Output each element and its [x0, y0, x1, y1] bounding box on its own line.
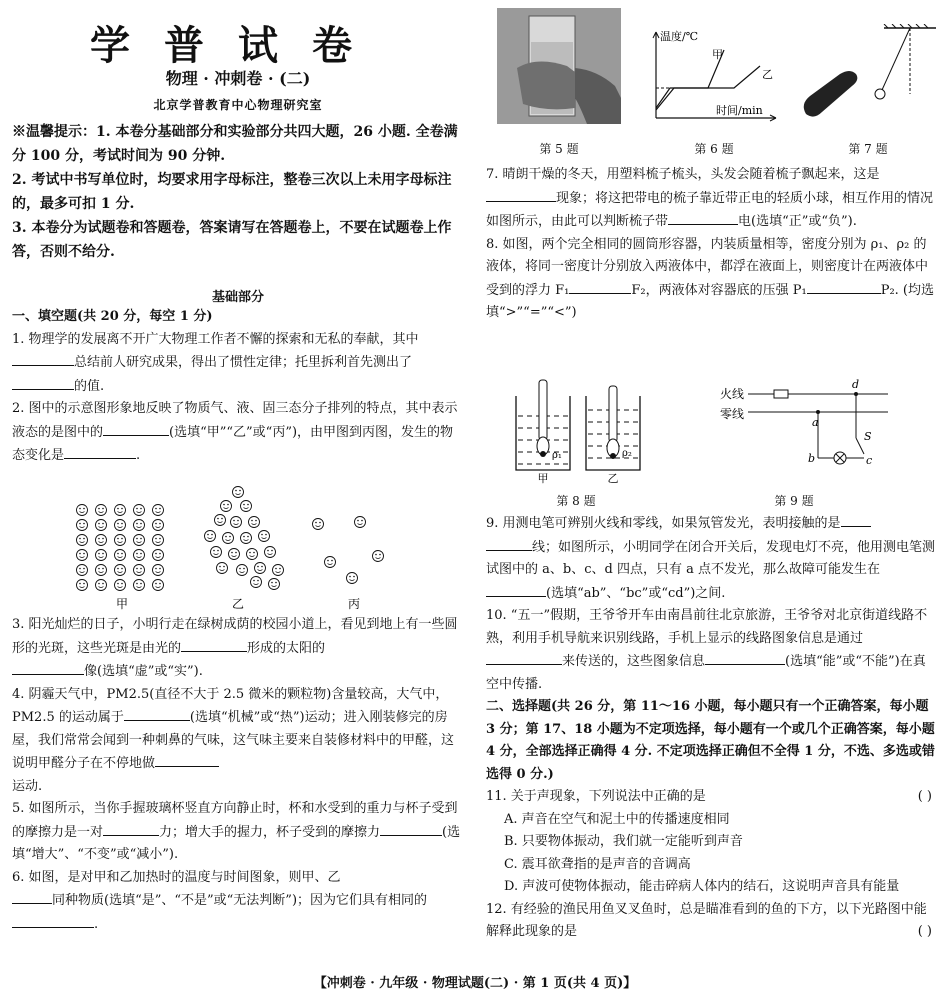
molecule-icon	[325, 557, 336, 568]
q11-option-a: A. 声音在空气和泥土中的传播速度相同	[504, 811, 730, 827]
molecule-label-jia: 甲	[115, 597, 129, 611]
molecule-icon	[96, 520, 107, 531]
molecule-icon	[115, 550, 126, 561]
part1-title: 一、填空题(共 20 分，每空 1 分)	[12, 309, 213, 324]
molecule-icon	[153, 565, 164, 576]
molecule-icon	[115, 505, 126, 516]
molecule-icon	[77, 565, 88, 576]
molecule-icon	[217, 563, 228, 574]
molecule-icon	[134, 535, 145, 546]
q6-text-a: 6. 如图，是对甲和乙加热时的温度与时间图象，则甲、乙	[12, 869, 341, 885]
q4-text-a: 4. 阴霾天气中，PM2.5(直径不大于 2.5 微米的颗粒物)含量较高，大气中，PM2.5 的运动属于	[12, 686, 449, 725]
molecule-icon	[96, 505, 107, 516]
q2-text-a: 2. 图中的示意图形象地反映了物质气、液、固三态分子排列的特点，其中表示液态的是图中的	[12, 401, 458, 440]
question-7	[486, 164, 938, 234]
molecule-scatter-bing	[313, 517, 384, 584]
molecule-icon	[153, 520, 164, 531]
q5-blank-1[interactable]	[103, 821, 159, 836]
molecule-icon	[134, 505, 145, 516]
question-5	[12, 798, 464, 867]
molecule-icon	[153, 535, 164, 546]
molecule-icon	[205, 531, 216, 542]
fig9-point-a: a	[812, 416, 819, 429]
fig8-label-yi: 乙	[607, 472, 619, 484]
molecule-icon	[241, 501, 252, 512]
molecule-icon	[231, 517, 242, 528]
molecule-icon	[347, 573, 358, 584]
q6-blank-2[interactable]	[12, 913, 94, 928]
molecule-icon	[273, 565, 284, 576]
tip-1: ※温馨提示：1. 本卷分基础部分和实验部分共四大题，26 小题. 全卷满分 100 分，考试时间为 90 分钟.	[12, 124, 458, 164]
molecule-icon	[96, 550, 107, 561]
q9-text-b: 线；如图所示，小明同学在闭合开关后，发现电灯不亮，他用测电笔测试图中的 a、b、c、d 四点，只有 a 点不发光，那么故障可能发生在	[486, 539, 936, 577]
q6-text-b: 同种物质(选填“是”、“不是”或“无法判断”)；因为它们具有相同的	[52, 893, 428, 908]
molecule-states-figure	[60, 484, 390, 612]
question-3	[12, 614, 464, 684]
q6-text-c: .	[94, 916, 99, 932]
fig8-label-jia: 甲	[537, 472, 549, 484]
molecule-icon	[247, 549, 258, 560]
q2-text-b: (选填“甲”“乙”或“丙”)，由甲图到丙图，发生的物态变化是	[12, 424, 454, 463]
q7-text-b: 现象；将这把带电的梳子靠近带正电的轻质小球，相互作用的情况如图所示，由此可以判断梳子带	[486, 190, 934, 229]
q10-blank-2[interactable]	[705, 650, 785, 665]
fig6-series-jia: 甲	[712, 48, 723, 61]
q7-text-c: 电(选填“正”或“负”).	[738, 214, 857, 229]
fig9-fire-wire: 火线	[720, 387, 745, 401]
container-yi	[586, 386, 640, 470]
tip-3: 3. 本卷分为试题卷和答题卷，答案请写在答题卷上，不要在试题卷上作答，否则不给分.	[12, 220, 452, 260]
q1-blank-1[interactable]	[12, 351, 74, 366]
molecule-icon	[96, 535, 107, 546]
q3-blank-2[interactable]	[12, 660, 84, 675]
molecule-icon	[241, 533, 252, 544]
q11-option-d: D. 声波可使物体振动，能击碎病人体内的结石，这说明声音具有能量	[504, 879, 900, 894]
question-11-stem	[486, 786, 938, 809]
caption-fig8: 第 8 题	[556, 494, 596, 508]
part2-title: 二、选择题(共 26 分，第 11～16 小题，每小题只有一个正确答案，每小题 3 分；第 17、18 小题为不定项选择，每小题有一个或几个正确答案，每小题 4 分，全部选择正确得 4 分. 不定项选择正确但不全得 1 分，不选、多选或错选得 0 分.)	[486, 699, 935, 782]
q5-text-c: (选填“增大”、“不变”或“减小”).	[12, 824, 461, 862]
q10-text-a: 10. “五一”假期，王爷爷开车由南昌前往北京旅游，王爷爷对北京街道线路不熟，利用手机导航来识别线路，手机上显示的线路图象信息是通过	[486, 608, 928, 646]
q11-answer-parens: ( )	[917, 789, 932, 804]
figure-9-circuit	[712, 378, 892, 470]
q5-text-a: 5. 如图所示，当你手握玻璃杯竖直方向静止时，杯和水受到的重力与杯子受到的摩擦力是一对	[12, 801, 458, 840]
molecule-icon	[313, 519, 324, 530]
q8-blank-2[interactable]	[807, 279, 881, 294]
q10-text-c: (选填“能”或“不能”)在真空中传播.	[486, 654, 926, 692]
exam-subtitle: 物理 · 冲刺卷 · (二)	[165, 69, 311, 88]
q6-blank-1[interactable]	[12, 889, 52, 904]
molecule-label-yi: 乙	[231, 597, 245, 611]
molecule-icon	[265, 547, 276, 558]
question-6	[12, 867, 464, 937]
molecule-icon	[115, 535, 126, 546]
fig9-point-b: b	[808, 452, 816, 465]
molecule-grid-jia	[77, 505, 164, 591]
fig6-xlabel: 时间/min	[716, 104, 763, 117]
q4-blank-2[interactable]	[155, 752, 219, 767]
q1-text-b: 总结前人研究成果，得出了惯性定律；托里拆利首先测出了	[74, 355, 413, 370]
questions-9-12	[486, 512, 938, 944]
molecule-icon	[251, 577, 262, 588]
q2-blank-2[interactable]	[64, 444, 136, 459]
q11-option-b: B. 只要物体振动，我们就一定能听到声音	[504, 834, 743, 849]
caption-fig6: 第 6 题	[694, 142, 734, 156]
fig8-rho1: ρ₁	[552, 450, 562, 461]
section-basic-heading: 基础部分	[211, 290, 264, 305]
q8-text-b: F₂，两液体对容器底的压强 P₁	[631, 282, 807, 298]
question-8	[486, 234, 938, 325]
q1-blank-2[interactable]	[12, 375, 74, 390]
figure-6-temperature-graph	[648, 26, 780, 122]
molecule-icon	[115, 580, 126, 591]
q9-text-a: 9. 用测电笔可辨别火线和零线，如果氖管发光，表明接触的是	[486, 516, 841, 531]
q10-blank-1[interactable]	[486, 650, 562, 665]
caption-fig7: 第 7 题	[848, 142, 888, 156]
molecule-icon	[355, 517, 366, 528]
question-9	[486, 512, 938, 605]
q1-text-c: 的值.	[74, 378, 105, 394]
question-12-stem	[486, 899, 938, 944]
molecule-icon	[96, 565, 107, 576]
molecule-icon	[269, 579, 280, 590]
question-1	[12, 329, 464, 399]
exam-organization: 北京学普教育中心物理研究室	[153, 98, 323, 112]
q5-text-b: 力；增大手的握力，杯子受到的摩擦力	[159, 824, 381, 840]
molecule-icon	[77, 550, 88, 561]
molecule-icon	[221, 501, 232, 512]
q7-text-a: 7. 晴朗干燥的冬天，用塑料梳子梳头，头发会随着梳子飘起来，这是	[486, 167, 880, 182]
q7-blank-1[interactable]	[486, 187, 556, 202]
part1-block	[12, 306, 464, 468]
molecule-icon	[215, 515, 226, 526]
fig6-ylabel: 温度/℃	[660, 30, 699, 43]
molecule-icon	[249, 517, 260, 528]
q11-option-c: C. 震耳欲聋指的是声音的音调高	[504, 856, 691, 872]
q9-blank-1b[interactable]	[486, 536, 532, 551]
molecule-icon	[77, 505, 88, 516]
molecule-icon	[233, 487, 244, 498]
molecule-icon	[153, 505, 164, 516]
molecule-icon	[255, 563, 266, 574]
q9-blank-1a[interactable]	[841, 512, 871, 527]
molecule-icon	[115, 520, 126, 531]
molecule-icon	[77, 520, 88, 531]
molecule-icon	[77, 580, 88, 591]
page-footer: 【冲刺卷 · 九年级 · 物理试题(二) · 第 1 页(共 4 页)】	[313, 976, 637, 991]
molecule-icon	[223, 533, 234, 544]
q2-text-c: .	[136, 448, 141, 463]
q9-blank-2[interactable]	[486, 582, 546, 597]
molecule-icon	[77, 535, 88, 546]
molecule-icon	[153, 550, 164, 561]
molecule-cluster-yi	[205, 487, 284, 590]
question-10	[486, 605, 938, 696]
q4-text-b: (选填“机械”或“热”)运动；进入刚装修完的房屋，我们常常会闻到一种刺鼻的气味，这气味主要来自装修材料中的甲醛，这说明甲醛分子在不停地做	[12, 710, 455, 771]
container-jia	[516, 380, 570, 470]
fig6-series-yi: 乙	[762, 68, 773, 81]
molecule-icon	[134, 520, 145, 531]
q3-text-a: 3. 阳光灿烂的日子，小明行走在绿树成荫的校园小道上，看见到地上有一些圆形的光斑，这些光斑是由光的	[12, 617, 458, 656]
molecule-icon	[153, 580, 164, 591]
exam-title: 学普试卷	[90, 22, 386, 69]
q4-text-c: 运动.	[12, 778, 43, 794]
q3-text-c: 像(选填“虚”或“实”).	[84, 664, 203, 679]
figure-8-hydrometers	[508, 376, 648, 484]
question-4	[12, 684, 464, 799]
q5-blank-2[interactable]	[380, 821, 442, 836]
molecule-icon	[134, 580, 145, 591]
q4-blank-1[interactable]	[124, 706, 190, 721]
caption-fig9: 第 9 题	[774, 494, 814, 508]
molecule-icon	[96, 580, 107, 591]
q9-text-c: (选填“ab”、“bc”或“cd”)之间.	[546, 585, 726, 601]
q1-text-a: 1. 物理学的发展离不开广大物理工作者不懈的探索和无私的奉献，其中	[12, 331, 419, 347]
fig8-rho2: ρ₂	[622, 448, 632, 459]
fig9-point-c: c	[866, 454, 873, 467]
q8-text-a: 8. 如图，两个完全相同的圆筒形容器，内装质量相等，密度分别为 ρ₁、ρ₂ 的液体，将同一密度计分别放入两液体中，都浮在液面上，则密度计在两液体中受到的浮力 F₁	[486, 236, 929, 298]
q11-stem-text: 11. 关于声现象，下列说法中正确的是	[486, 789, 706, 804]
questions-7-8	[486, 164, 938, 325]
molecule-icon	[211, 547, 222, 558]
q3-blank-1[interactable]	[181, 637, 247, 652]
fig9-neutral-wire: 零线	[720, 407, 745, 421]
q12-stem-text: 12. 有经验的渔民用鱼叉叉鱼时，总是瞄准看到的鱼的下方，以下光路图中能解释此现象的是	[486, 901, 927, 939]
q2-blank-1[interactable]	[103, 421, 169, 436]
caption-fig5: 第 5 题	[539, 142, 579, 156]
molecule-label-bing: 丙	[347, 597, 361, 611]
q12-answer-parens: ( )	[917, 924, 932, 939]
molecule-icon	[373, 551, 384, 562]
questions-3-6	[12, 614, 464, 936]
molecule-icon	[237, 565, 248, 576]
q3-text-b: 形成的太阳的	[247, 640, 326, 656]
figure-5-glass-in-hand	[497, 8, 621, 124]
molecule-icon	[134, 565, 145, 576]
tip-2: 2. 考试中书写单位时，均要求用字母标注，整卷三次以上未用字母标注的，最多可扣 1 分.	[12, 172, 452, 212]
q7-blank-2[interactable]	[668, 210, 738, 225]
figure-7-comb-and-ball	[800, 24, 938, 124]
question-2	[12, 398, 464, 468]
molecule-icon	[259, 531, 270, 542]
molecule-icon	[115, 565, 126, 576]
fig9-switch-s: S	[864, 430, 872, 443]
q8-blank-1[interactable]	[569, 279, 631, 294]
molecule-icon	[229, 549, 240, 560]
q10-text-b: 来传送的，这些图象信息	[562, 654, 706, 669]
exam-tips	[12, 120, 464, 264]
fig9-point-d: d	[852, 378, 860, 391]
q8-text-c: P₂. (均选填“>”“=”“<”)	[486, 282, 934, 320]
molecule-icon	[134, 550, 145, 561]
